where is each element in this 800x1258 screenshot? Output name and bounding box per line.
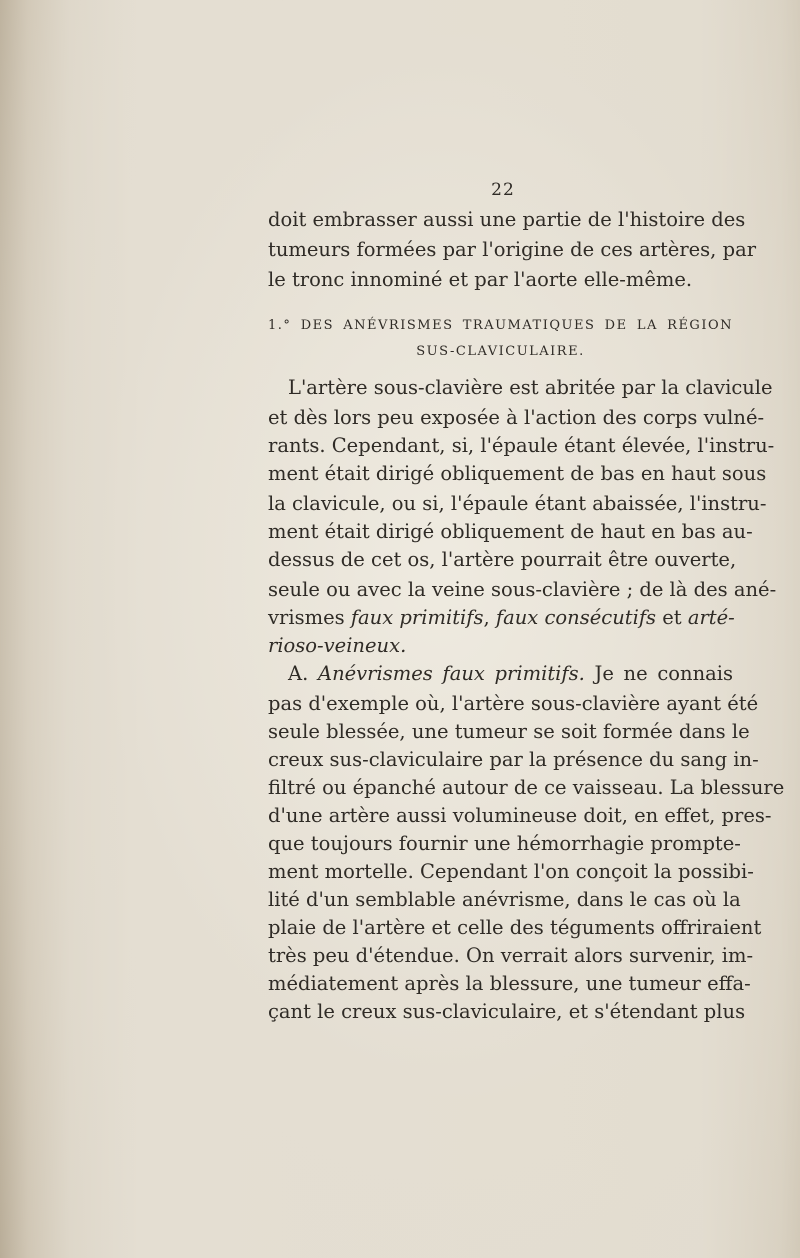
- italic-term: faux consécutifs: [495, 606, 657, 629]
- text-line: seule ou avec la veine sous-clavière ; de là des ané-: [268, 578, 777, 601]
- text-span: et: [656, 606, 688, 629]
- text-line: tumeurs formées par l'origine de ces artères, par: [268, 238, 757, 261]
- text-line: ment mortelle. Cependant l'on conçoit la possibi-: [268, 860, 754, 883]
- text-line: et dès lors peu exposée à l'action des corps vulné-: [268, 406, 765, 429]
- text-line: seule blessée, une tumeur se soit formée dans le: [268, 720, 750, 743]
- text-line: la clavicule, ou si, l'épaule étant abaissée, l'instru-: [268, 492, 767, 515]
- text-line: rioso-veineux.: [268, 634, 407, 657]
- text-line: creux sus-claviculaire par la présence du sang in-: [268, 748, 759, 771]
- text-span: vrismes: [268, 606, 351, 629]
- section-heading: 1.° DES ANÉVRISMES TRAUMATIQUES DE LA RÉGION: [268, 318, 733, 333]
- page-number: 22: [491, 180, 515, 200]
- text-line: doit embrasser aussi une partie de l'histoire des: [268, 208, 746, 231]
- text-line: L'artère sous-clavière est abritée par la clavicule: [288, 376, 773, 399]
- text-line: filtré ou épanché autour de ce vaisseau. La blessure: [268, 776, 785, 799]
- section-heading-continued: SUS-CLAVICULAIRE.: [416, 344, 585, 359]
- italic-term: arté-: [687, 606, 735, 629]
- subsection-label: A.: [288, 662, 318, 685]
- text-line: médiatement après la blessure, une tumeur effa-: [268, 972, 751, 995]
- text-line: ment était dirigé obliquement de haut en bas au-: [268, 520, 753, 543]
- text-line: çant le creux sus-claviculaire, et s'étendant plus: [268, 1000, 746, 1023]
- text-line: le tronc innominé et par l'aorte elle-même.: [268, 268, 693, 291]
- text-line: rants. Cependant, si, l'épaule étant élevée, l'instru-: [268, 434, 775, 457]
- subsection-title: Anévrismes faux primitifs.: [317, 662, 585, 685]
- text-line: dessus de cet os, l'artère pourrait être ouverte,: [268, 548, 737, 571]
- text-span: Je ne connais: [584, 662, 733, 685]
- text-line: pas d'exemple où, l'artère sous-clavière ayant été: [268, 692, 759, 715]
- text-line: plaie de l'artère et celle des téguments offriraient: [268, 916, 762, 939]
- text-span: ,: [483, 606, 496, 629]
- italic-term: faux primitifs: [350, 606, 484, 629]
- text-line: ment était dirigé obliquement de bas en haut sous: [268, 462, 767, 485]
- subsection-first-line: [268, 660, 733, 688]
- text-line-with-italics: [268, 604, 733, 632]
- text-line: lité d'un semblable anévrisme, dans le cas où la: [268, 888, 741, 911]
- text-line: que toujours fournir une hémorrhagie prompte-: [268, 832, 741, 855]
- text-line: très peu d'étendue. On verrait alors survenir, im-: [268, 944, 754, 967]
- text-line: d'une artère aussi volumineuse doit, en effet, pres-: [268, 804, 772, 827]
